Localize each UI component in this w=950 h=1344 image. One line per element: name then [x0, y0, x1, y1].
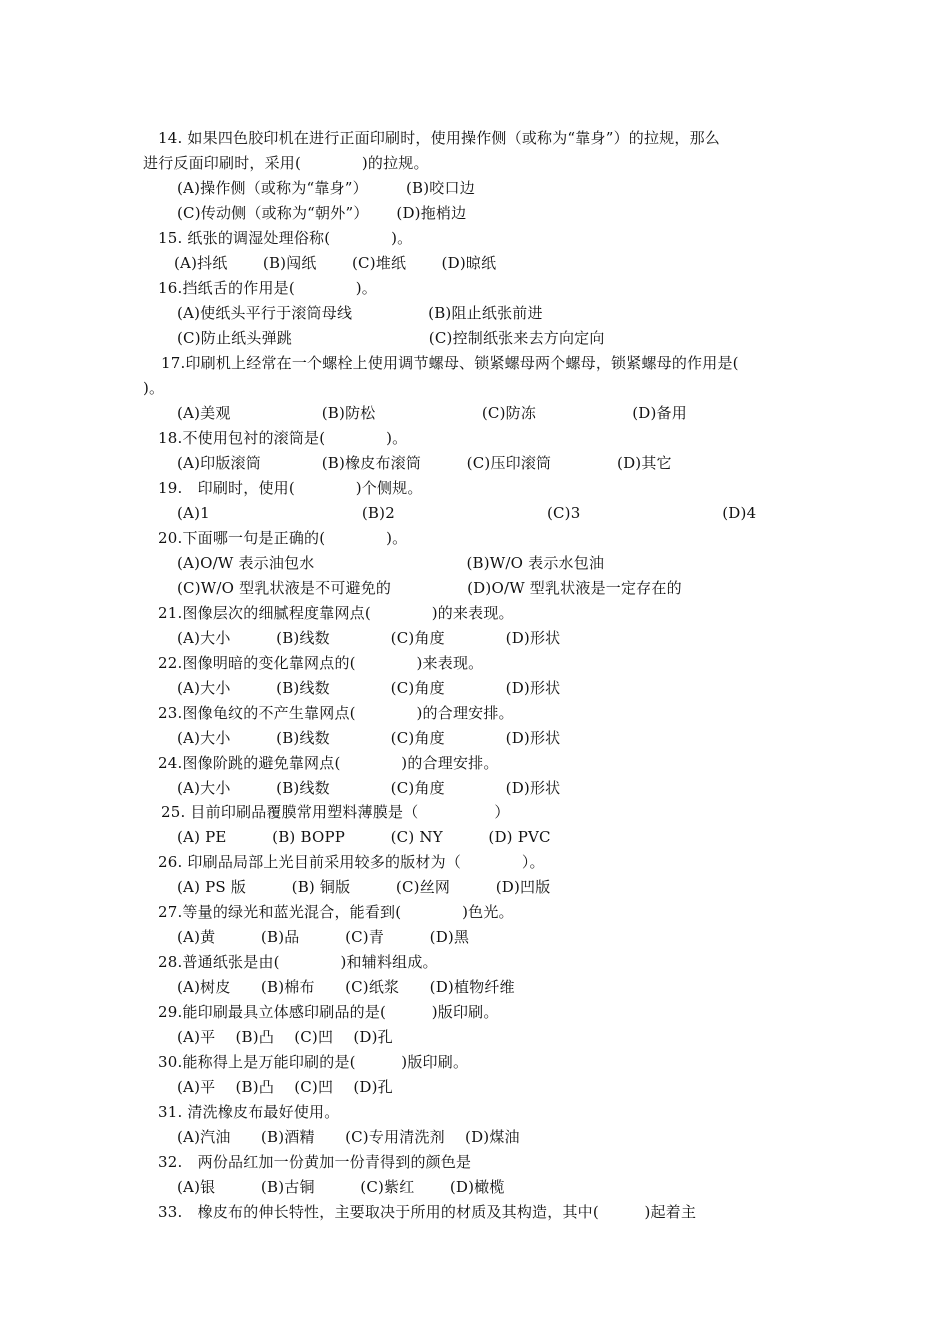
text-line: (C)防止纸头弹跳 (C)控制纸张来去方向定向: [177, 329, 605, 347]
text-line: 16.挡纸舌的作用是( )。: [158, 279, 377, 297]
text-line: 33. 橡皮布的伸长特性，主要取决于所用的材质及其构造，其中( )起着主: [158, 1203, 697, 1221]
text-line: 17.印刷机上经常在一个螺栓上使用调节螺母、锁紧螺母两个螺母，锁紧螺母的作用是(: [161, 354, 739, 372]
text-line: 进行反面印刷时，采用( )的拉规。: [143, 154, 429, 172]
text-line: (A)使纸头平行于滚筒母线 (B)阻止纸张前进: [177, 304, 543, 322]
text-line: 30.能称得上是万能印刷的是( )版印刷。: [158, 1053, 469, 1071]
text-line: 18.不使用包衬的滚筒是( )。: [158, 429, 408, 447]
text-line: (A)1 (B)2 (C)3 (D)4: [177, 504, 757, 522]
text-line: 21.图像层次的细腻程度靠网点( )的来表现。: [158, 604, 514, 622]
text-line: 24.图像阶跳的避免靠网点( )的合理安排。: [158, 754, 499, 772]
text-line: (A)大小 (B)线数 (C)角度 (D)形状: [177, 679, 561, 697]
text-line: (A)汽油 (B)酒精 (C)专用清洗剂 (D)煤油: [177, 1128, 520, 1146]
text-line: (A)美观 (B)防松 (C)防冻 (D)备用: [177, 404, 687, 422]
text-line: (A)抖纸 (B)闯纸 (C)堆纸 (D)晾纸: [174, 254, 497, 272]
text-line: (A)操作侧（或称为“靠身”） (B)咬口边: [177, 179, 475, 197]
text-line: (A)大小 (B)线数 (C)角度 (D)形状: [177, 629, 561, 647]
text-line: (A)平 (B)凸 (C)凹 (D)孔: [177, 1028, 393, 1046]
text-line: 25. 目前印刷品覆膜常用塑料薄膜是（ ）: [161, 803, 510, 821]
text-line: (A)树皮 (B)棉布 (C)纸浆 (D)植物纤维: [177, 978, 515, 996]
text-line: (A)大小 (B)线数 (C)角度 (D)形状: [177, 729, 561, 747]
text-line: (A)平 (B)凸 (C)凹 (D)孔: [177, 1078, 393, 1096]
text-line: (A)O/W 表示油包水 (B)W/O 表示水包油: [177, 554, 605, 572]
text-line: (C)传动侧（或称为“朝外”） (D)拖梢边: [177, 204, 467, 222]
text-line: 14. 如果四色胶印机在进行正面印刷时，使用操作侧（或称为“靠身”）的拉规，那么: [158, 129, 720, 147]
text-line: 31. 清洗橡皮布最好使用。: [158, 1103, 340, 1121]
text-line: 29.能印刷最具立体感印刷品的是( )版印刷。: [158, 1003, 499, 1021]
text-line: 23.图像龟纹的不产生靠网点( )的合理安排。: [158, 704, 514, 722]
text-line: 27.等量的绿光和蓝光混合，能看到( )色光。: [158, 903, 514, 921]
text-line: 22.图像明暗的变化靠网点的( )来表现。: [158, 654, 484, 672]
text-line: 26. 印刷品局部上光目前采用较多的版材为（ ）。: [158, 853, 545, 871]
text-line: (A)黄 (B)品 (C)青 (D)黑: [177, 928, 470, 946]
text-line: 32. 两份品红加一份黄加一份青得到的颜色是: [158, 1153, 472, 1171]
text-line: 20.下面哪一句是正确的( )。: [158, 529, 408, 547]
text-line: (A)大小 (B)线数 (C)角度 (D)形状: [177, 779, 561, 797]
text-line: )。: [143, 379, 165, 397]
text-line: (A) PS 版 (B) 铜版 (C)丝网 (D)凹版: [177, 878, 551, 896]
text-line: 28.普通纸张是由( )和辅料组成。: [158, 953, 438, 971]
text-line: (A)印版滚筒 (B)橡皮布滚筒 (C)压印滚筒 (D)其它: [177, 454, 672, 472]
text-line: (C)W/O 型乳状液是不可避免的 (D)O/W 型乳状液是一定存在的: [177, 579, 682, 597]
text-line: (A)银 (B)古铜 (C)紫红 (D)橄榄: [177, 1178, 505, 1196]
text-line: 19. 印刷时，使用( )个侧规。: [158, 479, 423, 497]
text-line: (A) PE (B) BOPP (C) NY (D) PVC: [177, 828, 551, 846]
text-line: 15. 纸张的调湿处理俗称( )。: [158, 229, 413, 247]
